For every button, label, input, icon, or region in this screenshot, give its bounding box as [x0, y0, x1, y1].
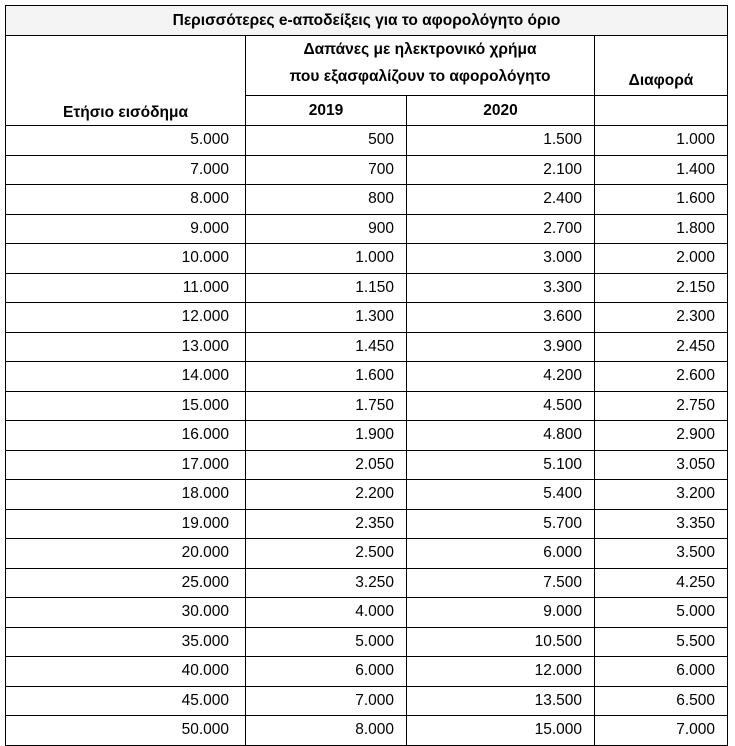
cell-income: 30.000: [6, 598, 246, 628]
cell-2020: 5.400: [407, 480, 595, 510]
table-row: [6, 244, 728, 274]
table-body: [6, 126, 728, 746]
cell-2019: 3.250: [246, 568, 407, 598]
header-year-2020: 2020: [407, 96, 595, 126]
table-row: [6, 598, 728, 628]
cell-difference: 3.350: [595, 509, 728, 539]
cell-2019: 1.450: [246, 332, 407, 362]
cell-income: 40.000: [6, 657, 246, 687]
cell-2019: 8.000: [246, 716, 407, 746]
cell-difference: 5.500: [595, 627, 728, 657]
table-row: [6, 273, 728, 303]
cell-income: 5.000: [6, 126, 246, 156]
cell-difference: 5.000: [595, 598, 728, 628]
cell-2020: 15.000: [407, 716, 595, 746]
cell-difference: 2.000: [595, 244, 728, 274]
table-row: [6, 362, 728, 392]
cell-income: 7.000: [6, 155, 246, 185]
table-row: [6, 185, 728, 215]
cell-2019: 1.300: [246, 303, 407, 333]
cell-2019: 2.050: [246, 450, 407, 480]
cell-2020: 3.000: [407, 244, 595, 274]
cell-difference: 2.750: [595, 391, 728, 421]
cell-income: 11.000: [6, 273, 246, 303]
cell-income: 15.000: [6, 391, 246, 421]
cell-difference: 7.000: [595, 716, 728, 746]
table-row: [6, 391, 728, 421]
header-difference: Διαφορά: [595, 36, 728, 96]
cell-2019: 2.200: [246, 480, 407, 510]
cell-income: 35.000: [6, 627, 246, 657]
cell-difference: 3.500: [595, 539, 728, 569]
cell-difference: 3.050: [595, 450, 728, 480]
cell-difference: 2.300: [595, 303, 728, 333]
cell-difference: 2.600: [595, 362, 728, 392]
cell-2020: 5.700: [407, 509, 595, 539]
cell-2020: 3.600: [407, 303, 595, 333]
cell-2020: 4.500: [407, 391, 595, 421]
cell-2020: 5.100: [407, 450, 595, 480]
cell-2020: 7.500: [407, 568, 595, 598]
header-year-2019: 2019: [246, 96, 407, 126]
table-row: [6, 686, 728, 716]
cell-difference: 1.800: [595, 214, 728, 244]
table-row: [6, 657, 728, 687]
cell-difference: 1.600: [595, 185, 728, 215]
table-row: [6, 627, 728, 657]
cell-2019: 7.000: [246, 686, 407, 716]
cell-2019: 2.500: [246, 539, 407, 569]
cell-difference: 2.900: [595, 421, 728, 451]
cell-2020: 9.000: [407, 598, 595, 628]
cell-2019: 700: [246, 155, 407, 185]
table-row: [6, 509, 728, 539]
table-title: Περισσότερες e-αποδείξεις για το αφορολόγητο όριο: [6, 6, 728, 36]
cell-2019: 2.350: [246, 509, 407, 539]
table-row: [6, 539, 728, 569]
cell-2019: 4.000: [246, 598, 407, 628]
cell-2019: 1.000: [246, 244, 407, 274]
header-spending-line1: Δαπάνες με ηλεκτρονικό χρήμα: [303, 41, 537, 58]
cell-2019: 1.150: [246, 273, 407, 303]
cell-2019: 800: [246, 185, 407, 215]
cell-income: 13.000: [6, 332, 246, 362]
header-difference-spacer: [595, 96, 728, 126]
table-row: [6, 480, 728, 510]
cell-income: 20.000: [6, 539, 246, 569]
cell-income: 50.000: [6, 716, 246, 746]
cell-income: 10.000: [6, 244, 246, 274]
cell-difference: 6.500: [595, 686, 728, 716]
cell-income: 16.000: [6, 421, 246, 451]
table-row: [6, 303, 728, 333]
cell-difference: 3.200: [595, 480, 728, 510]
cell-2020: 2.700: [407, 214, 595, 244]
cell-2020: 6.000: [407, 539, 595, 569]
cell-income: 8.000: [6, 185, 246, 215]
cell-income: 9.000: [6, 214, 246, 244]
cell-2019: 900: [246, 214, 407, 244]
cell-income: 17.000: [6, 450, 246, 480]
cell-2020: 3.300: [407, 273, 595, 303]
tax-free-receipts-table: [5, 5, 728, 746]
header-spending-line2: που εξασφαλίζουν το αφορολόγητο: [289, 68, 551, 85]
table-row: [6, 568, 728, 598]
cell-2020: 13.500: [407, 686, 595, 716]
cell-2019: 1.600: [246, 362, 407, 392]
cell-2020: 4.200: [407, 362, 595, 392]
cell-2020: 3.900: [407, 332, 595, 362]
header-spending: [246, 36, 595, 96]
cell-difference: 1.000: [595, 126, 728, 156]
cell-difference: 2.150: [595, 273, 728, 303]
table-row: [6, 421, 728, 451]
cell-income: 19.000: [6, 509, 246, 539]
cell-difference: 2.450: [595, 332, 728, 362]
cell-2019: 6.000: [246, 657, 407, 687]
cell-income: 25.000: [6, 568, 246, 598]
cell-2020: 4.800: [407, 421, 595, 451]
header-income: Ετήσιο εισόδημα: [6, 36, 246, 126]
cell-difference: 1.400: [595, 155, 728, 185]
cell-2020: 2.400: [407, 185, 595, 215]
cell-income: 18.000: [6, 480, 246, 510]
cell-difference: 6.000: [595, 657, 728, 687]
table-row: [6, 332, 728, 362]
table-row: [6, 214, 728, 244]
cell-2020: 2.100: [407, 155, 595, 185]
cell-2019: 5.000: [246, 627, 407, 657]
cell-income: 12.000: [6, 303, 246, 333]
table-row: [6, 155, 728, 185]
table-row: [6, 126, 728, 156]
cell-income: 14.000: [6, 362, 246, 392]
cell-2020: 12.000: [407, 657, 595, 687]
cell-2019: 1.900: [246, 421, 407, 451]
table-row: [6, 450, 728, 480]
cell-difference: 4.250: [595, 568, 728, 598]
cell-2020: 1.500: [407, 126, 595, 156]
cell-2020: 10.500: [407, 627, 595, 657]
cell-income: 45.000: [6, 686, 246, 716]
cell-2019: 500: [246, 126, 407, 156]
cell-2019: 1.750: [246, 391, 407, 421]
